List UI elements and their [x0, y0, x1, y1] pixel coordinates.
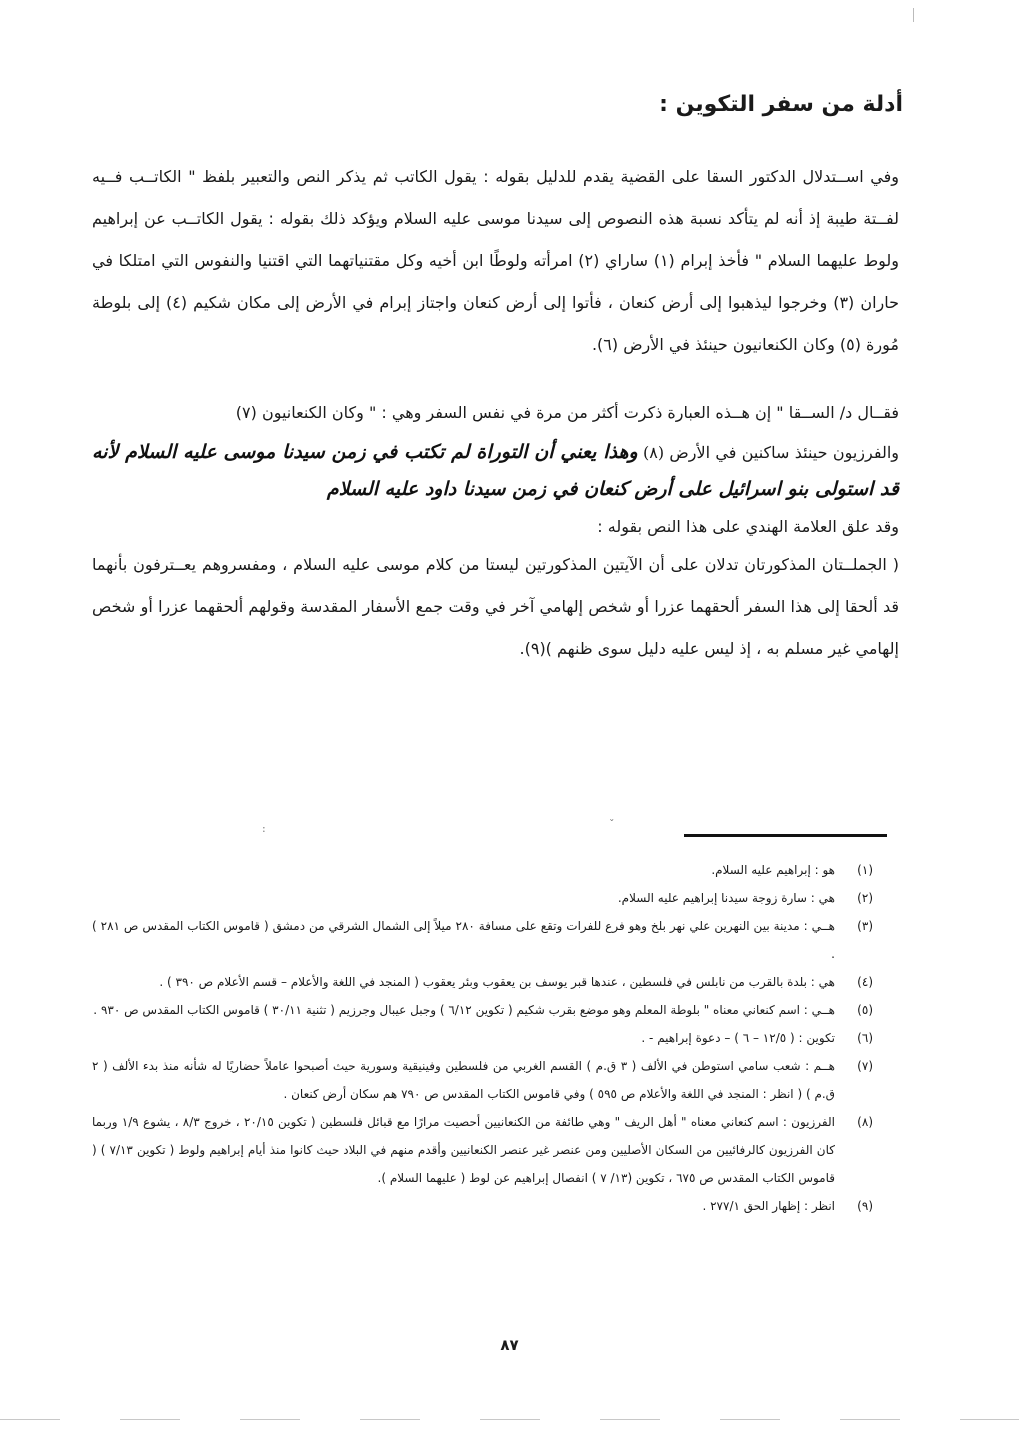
handwritten-note: وهذا يعني أن التوراة لم تكتب في زمن سيدنا موسى عليه السلام لأنه قد استولى بنو اسرائيل على أرض كنعان في زمن سيدنا داود عليه السلام	[92, 441, 899, 500]
scan-bottom-edge	[0, 1419, 1019, 1420]
footnote-6: (٦) تكوين : ( ١٢/٥ – ٦ ) – دعوة إبراهيم - .	[641, 1031, 873, 1045]
paragraph-2: فقــال د/ الســقا " إن هــذه العبارة ذكرت أكثر من مرة في نفس السفر وهي : " وكان الكنعانيون (٧)	[235, 403, 899, 422]
page-number: ٨٧	[500, 1336, 519, 1354]
scan-speck: ˇ	[609, 818, 615, 831]
paragraph-3-printed: والفرزيون حينئذ ساكنين في الأرض (٨)	[643, 443, 899, 462]
footnote-1: (١) هو : إبراهيم عليه السلام.	[711, 863, 873, 877]
footnote-5: (٥) هــي : اسم كنعاني معناه " بلوطة المعلم وهو موضع بقرب شكيم ( تكوين ٦/١٢ ) وجبل عيبال وجرزيم ( تثنية ٣٠/١١ ) قاموس الكتاب المقدس ص ٩٣٠ .	[93, 1003, 873, 1017]
footnote-2: (٢) هي : سارة زوجة سيدنا إبراهيم عليه السلام.	[617, 891, 873, 905]
footnote-7: (٧) هــم : شعب سامي استوطن في الألف ( ٣ ق.م ) القسم الغربي من فلسطين وفينيقية وسورية حيث أصبحوا عاملاً حضاريًا له شأنه منذ بدء الألف ( ٢ ق.م ) ( انظر : المنجد في اللغة والأعلام ص ٥٩٥ ) وفي قاموس الكتاب المقدس ص ٧٩٠ هم سكان أرض كنعان .	[92, 1059, 873, 1101]
section-heading: أدلة من سفر التكوين :	[659, 92, 903, 117]
footnotes	[92, 856, 873, 1220]
paragraph-4: وقد علق العلامة الهندي على هذا النص بقوله :	[597, 517, 899, 536]
paragraph-1: وفي اســتدلال الدكتور السقا على القضية يقدم للدليل بقوله : يقول الكاتب ثم يذكر النص والتعبير بلفظ " الكاتــب فــيه لفــتة طيبة إذ أنه لم يتأكد نسبة هذه النصوص إلى سيدنا موسى عليه السلام ويؤكد ذلك بقوله : يقول الكاتــب عن إبراهيم ولوط عليهما السلام " فأخذ إبرام (١) ساراي (٢) امرأته ولوطًا ابن أخيه وكل مقتنياتهما التي اقتنيا والنفوس التي امتلكا في حاران (٣) وخرجوا ليذهبوا إلى أرض كنعان ، فأتوا إلى أرض كنعان واجتاز إبرام في الأرض إلى مكان شكيم (٤) إلى بلوطة مُورة (٥) وكان الكنعانيون حينئذ في الأرض (٦).	[92, 167, 900, 354]
scan-speck: :	[262, 822, 266, 835]
scan-edge-mark	[913, 8, 914, 22]
footnote-3: (٣) هــي : مدينة بين النهرين علي نهر بلخ وهو فرع للفرات وتقع على مسافة ٢٨٠ ميلاً إلى الشمال الشرقي من دمشق ( قاموس الكتاب المقدس ص ٢٨١ ) .	[92, 919, 873, 961]
footnote-4: (٤) هي : بلدة بالقرب من نابلس في فلسطين ، عندها قبر يوسف بن يعقوب وبئر يعقوب ( المنجد في اللغة والأعلام – قسم الأعلام ص ٣٩٠ ) .	[159, 975, 873, 989]
paragraph-5: ( الجملــتان المذكورتان تدلان على أن الآيتين المذكورتين ليستا من كلام موسى عليه السلام ، ومفسروهم يعــترفون بأنهما قد ألحقا إلى هذا السفر ألحقهما عزرا أو شخص إلهامي آخر في وقت جمع الأسفار المقدسة وقولهم ألحقهما عزرا أو شخص إلهامي غير مسلم به ، إذ ليس عليه دليل سوى ظنهم )(٩).	[92, 555, 899, 658]
paragraph-3	[92, 434, 899, 508]
footnote-9: (٩) انظر : إظهار الحق ٢٧٧/١ .	[702, 1199, 873, 1213]
footnote-separator	[684, 834, 887, 837]
footnote-8: (٨) الفرزيون : اسم كنعاني معناه " أهل الريف " وهي طائفة من الكنعانيين أحصيت مرارًا مع قبائل فلسطين ( تكوين ٢٠/١٥ ، خروج ٨/٣ ، يشوع ١/٩ وربما كان الفرزيون كالرفائيين من السكان الأصليين ومن عنصر غير عنصر الكنعانيين وأقدم منهم في البلاد حيث كانوا منذ أيام إبراهيم ولوط ( تكوين ٧/١٣ ) ( قاموس الكتاب المقدس ص ٦٧٥ ، تكوين (١٣/ ٧ ) انفصال إبراهيم عن لوط ( عليهما السلام ).	[92, 1115, 873, 1185]
